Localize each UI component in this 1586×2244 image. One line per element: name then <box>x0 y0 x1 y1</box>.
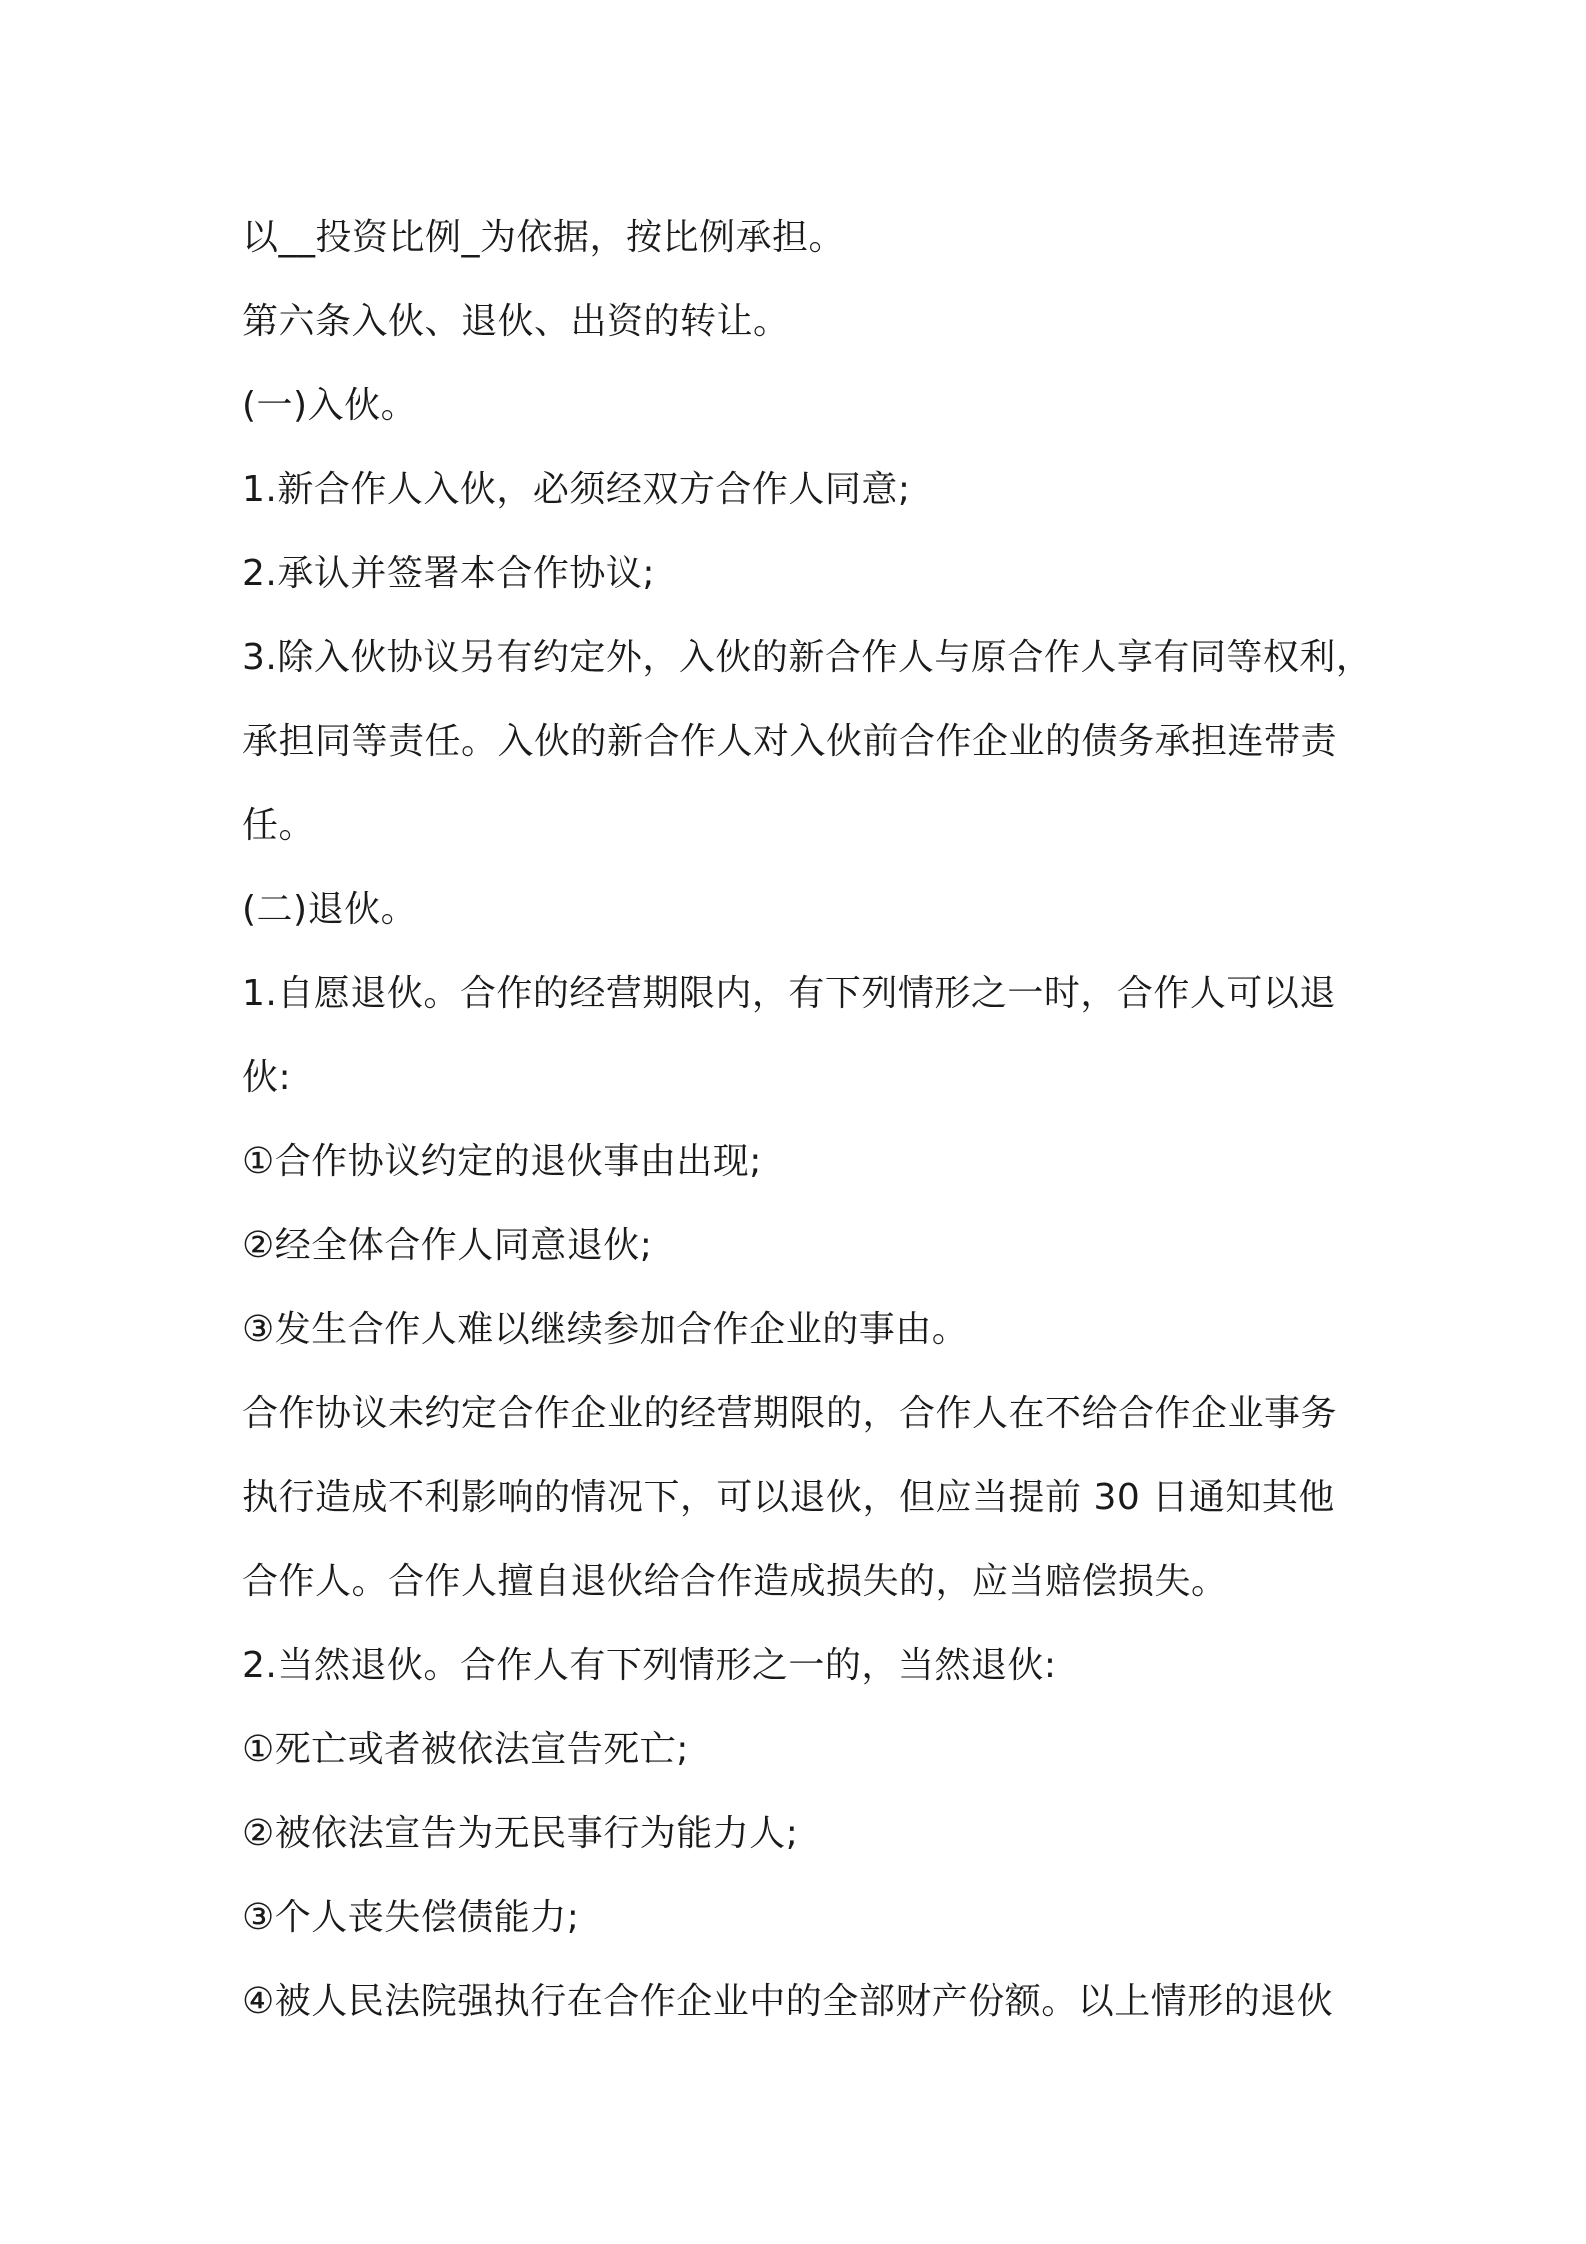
document-body <box>242 196 1373 2044</box>
text-line: 执行造成不利影响的情况下，可以退伙，但应当提前 30 日通知其他 <box>242 1477 1335 1518</box>
list-item: ④被人民法院强执行在合作企业中的全部财产份额。以上情形的退伙 <box>242 1981 1334 2022</box>
list-item: ③个人丧失偿债能力; <box>242 1897 580 1938</box>
list-item: ②被依法宣告为无民事行为能力人; <box>242 1813 799 1854</box>
list-item: ②经全体合作人同意退伙; <box>242 1225 653 1266</box>
text-line: 合作协议未约定合作企业的经营期限的，合作人在不给合作企业事务 <box>242 1393 1338 1434</box>
list-item: ③发生合作人难以继续参加合作企业的事由。 <box>242 1309 969 1350</box>
article-heading: 第六条入伙、退伙、出资的转让。 <box>242 301 790 342</box>
list-item: ①合作协议约定的退伙事由出现; <box>242 1141 762 1182</box>
text-line: 任。 <box>242 805 316 846</box>
text-line: 2.承认并签署本合作协议; <box>242 553 655 594</box>
text-line: 合作人。合作人擅自退伙给合作造成损失的，应当赔偿损失。 <box>242 1561 1228 1602</box>
text-line: 伙: <box>242 1057 292 1098</box>
text-line: 承担同等责任。入伙的新合作人对入伙前合作企业的债务承担连带责 <box>242 721 1338 762</box>
section-heading: (二)退伙。 <box>242 889 418 930</box>
text-line: 1.自愿退伙。合作的经营期限内，有下列情形之一时，合作人可以退 <box>242 973 1336 1014</box>
text-line: 以__投资比例_为依据，按比例承担。 <box>242 217 846 258</box>
text-line: 3.除入伙协议另有约定外，入伙的新合作人与原合作人享有同等权利， <box>242 637 1373 678</box>
section-heading: (一)入伙。 <box>242 385 418 426</box>
text-line: 1.新合作人入伙，必须经双方合作人同意; <box>242 469 911 510</box>
text-line: 2.当然退伙。合作人有下列情形之一的，当然退伙: <box>242 1645 1057 1686</box>
list-item: ①死亡或者被依法宣告死亡; <box>242 1729 689 1770</box>
